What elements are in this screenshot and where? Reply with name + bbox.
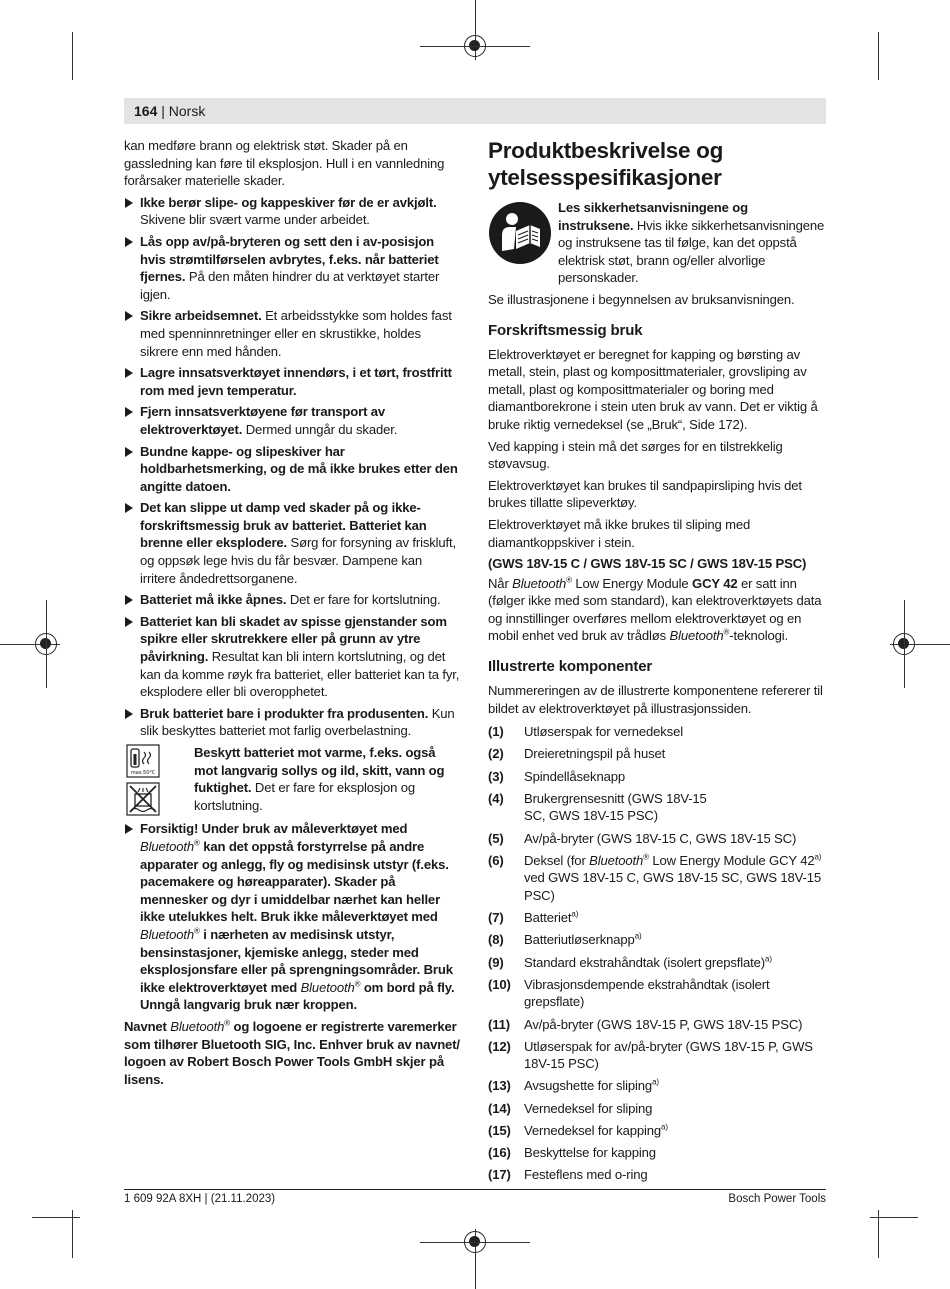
bullet-battery-vapour: Det kan slippe ut damp ved skader på og ikke-forskriftsmessig bruk av batteriet. Batteriet kan brenne eller eksplodere. Sørg for forsyning av friskluft, og oppsøk lege hvis du får besvær. Dampene kan irritere åndedrettsorganene. <box>124 499 460 587</box>
component-item: (17) Festeflens med o-ring <box>488 1167 648 1183</box>
footer-brand: Bosch Power Tools <box>728 1193 826 1205</box>
page-number: 164 <box>134 103 158 119</box>
crop-mark <box>904 600 905 688</box>
bullet-transport: Fjern innsatsverktøyene før transport av elektroverktøyet. Dermed unngår du skader. <box>124 403 460 438</box>
components-intro: Nummereringen av de illustrerte komponentene refererer til bildet av elektroverktøyet på illustrasjonssiden. <box>488 683 823 716</box>
intended-use-p2: Ved kapping i stein må det sørges for en tilstrekkelig støvavsug. <box>488 438 783 472</box>
component-item: (1) Utløserspak for vernedeksel <box>488 724 683 740</box>
component-item: (11) Av/på-bryter (GWS 18V-15 P, GWS 18V-15 PSC) <box>488 1016 803 1032</box>
component-item: (9) Standard ekstrahåndtak (isolert grepsflate)$^{a)}$ <box>488 954 772 970</box>
component-item: (14) Vernedeksel for sliping <box>488 1100 653 1116</box>
bullet-unlock-switch: Lås opp av/på-bryteren og sett den i av-posisjon hvis strømtilførselen avbrytes, f.eks. når batteriet fjernes. På den måten hindrer du at verktøyet starter igjen. <box>124 233 460 303</box>
footer-doc-number: 1 609 92A 8XH | (21.11.2023) <box>124 1193 276 1205</box>
component-item: (16) Beskyttelse for kapping <box>488 1145 656 1161</box>
component-item: (7) Batteriet$^{a)}$ <box>488 909 579 926</box>
page-header <box>124 98 826 124</box>
bullet-battery-damage: Batteriet kan bli skadet av spisse gjenstander som spikre eller skrutrekkere eller på grunn av ytre påvirkning. Resultat kan bli intern kortslutning, og det kan da komme røyk fra batteriet, eller batteriet kan ta fyr, eksplodere eller bli overopphetet. <box>124 613 460 701</box>
component-item: (3) Spindellåseknapp <box>488 768 625 784</box>
crop-mark <box>72 32 73 80</box>
read-manual-icon <box>488 201 552 265</box>
bullet-expiry-date: Bundne kappe- og slipeskiver har holdbarhetsmerking, og de må ikke brukes etter den angitte datoen. <box>124 443 460 496</box>
component-item: (2) Dreieretningspil på huset <box>488 746 666 762</box>
left-column <box>124 137 460 1092</box>
heading-intended-use: Forskriftsmessig bruk <box>488 321 643 339</box>
intended-use-p4: Elektroverktøyet må ikke brukes til sliping med diamantkoppskiver i stein. <box>488 516 751 550</box>
crop-mark <box>878 32 879 80</box>
continued-paragraph: kan medføre brann og elektrisk støt. Skader på en gassledning kan føre til eksplosjon. Hull i en vannledning forårsaker materielle skader. <box>124 138 445 189</box>
crop-mark <box>878 1210 879 1258</box>
bullet-storage: Lagre innsatsverktøyet innendørs, i et tørt, frostfritt rom med jevn temperatur. <box>124 364 460 399</box>
page-footer <box>124 1189 826 1205</box>
bullet-bluetooth-warning: Forsiktig! Under bruk av måleverktøyet med Bluetooth® kan det oppstå forstyrrelse på andre apparater og anlegg, fly og medisinsk utstyr (f.eks. pacemakere og høreapparater). Skader på mennesker og dyr i umiddelbar nærhet kan heller ikke utelukkes helt. Bruk ikke måleverktøyet med Bluetooth® i nærheten av medisinsk utstyr, bensinstasjoner, kjemiske anlegg, steder med eksplosjonsfare eller på sprengningsområder. Bruk ikke elektroverktøyet med Bluetooth® om bord på fly. Unngå langvarig bruk nær kroppen. <box>124 820 460 1014</box>
see-illustrations: Se illustrasjonene i begynnelsen av bruksanvisningen. <box>488 291 795 307</box>
trademark-notice: Navnet Bluetooth® og logoene er registrerte varemerker som tilhører Bluetooth SIG, Inc. Enhver bruk av navnet/ logoen av Robert Bosch Power Tools GmbH skjer på lisens. <box>124 1018 460 1087</box>
crop-mark <box>420 1242 530 1243</box>
battery-heat-warning: max.50°C Beskytt batteriet mot varme, f.eks. også mot langvarig sollys og ild, skitt, vann og fuktighet. Det er fare for eksplosjon og kortslutning. <box>124 744 460 814</box>
intended-use-p1: Elektroverktøyet er beregnet for kapping og børsting av metall, stein, plast og komposittmaterialer, grovsliping av metall, plast og komposittmaterialer og boring med diamantborekrone i stein uten bruk av vann. Det er viktig å bruke riktig vernedeksel (se „Bruk“, Side 172). <box>488 346 818 432</box>
right-column <box>488 137 826 1188</box>
component-item: (8) Batteriutløserknapp$^{a)}$ <box>488 931 642 948</box>
component-item: (4) Brukergrensesnitt (GWS 18V-15 SC, GWS 18V-15 PSC) <box>488 790 707 824</box>
bullet-battery-open: Batteriet må ikke åpnes. Det er fare for kortslutning. <box>124 591 460 609</box>
header-language: Norsk <box>168 103 206 119</box>
svg-text:max.50°C: max.50°C <box>130 770 156 776</box>
header-separator: | <box>157 103 169 119</box>
component-item: (15) Vernedeksel for kapping$^{a)}$ <box>488 1122 668 1138</box>
bluetooth-module-text: Når Bluetooth® Low Energy Module GCY 42 er satt inn (følger ikke med som standard), kan elektroverktøyets data og innstillinger overføres mellom elektroverktøyet og en mobil enhet ved bruk av trådløs Bluetooth®-teknologi. <box>488 575 822 644</box>
bullet-secure-workpiece: Sikre arbeidsemnet. Et arbeidsstykke som holdes fast med spenninnretninger eller en skrustikke, holdes sikrere enn med hånden. <box>124 307 460 360</box>
heading-components: Illustrerte komponenter <box>488 658 653 676</box>
model-list: (GWS 18V-15 C / GWS 18V-15 SC / GWS 18V-15 PSC) <box>488 556 807 572</box>
bullet-cooling: Ikke berør slipe- og kappeskiver før de er avkjølt. Skivene blir svært varme under arbeidet. <box>124 194 460 229</box>
intended-use-p3: Elektroverktøyet kan brukes til sandpapirsliping hvis det brukes tillatte slipeverktøy. <box>488 477 802 511</box>
no-water-icon <box>126 782 160 816</box>
component-item: (12) Utløserspak for av/på-bryter (GWS 18V-15 P, GWS 18V-15 PSC) <box>488 1038 813 1072</box>
component-item: (6) Deksel (for Bluetooth® Low Energy Module GCY 42$^{a)}$ ved GWS 18V-15 C, GWS 18V-15 SC, GWS 18V-15 PSC) <box>488 852 822 903</box>
battery-temperature-icon <box>126 744 160 778</box>
crop-mark <box>46 600 47 688</box>
component-list <box>488 723 826 1184</box>
crop-mark <box>72 1210 73 1258</box>
component-item: (13) Avsugshette for sliping$^{a)}$ <box>488 1078 659 1094</box>
section-title: Produktbeskrivelse og ytelsesspesifikasjoner <box>488 138 724 190</box>
crop-mark <box>420 46 530 47</box>
component-item: (5) Av/på-bryter (GWS 18V-15 C, GWS 18V-15 SC) <box>488 830 797 846</box>
bullet-manufacturer-only: Bruk batteriet bare i produkter fra produsenten. Kun slik beskyttes batteriet mot farlig overbelastning. <box>124 705 460 740</box>
component-item: (10) Vibrasjonsdempende ekstrahåndtak (isolert grepsflate) <box>488 976 770 1010</box>
read-instructions-notice: Les sikkerhetsanvisningene og instruksene. Hvis ikke sikkerhetsanvisningene og instruksene tas til følge, kan det oppstå elektrisk støt, brann og/eller alvorlige personskader. <box>488 199 826 287</box>
